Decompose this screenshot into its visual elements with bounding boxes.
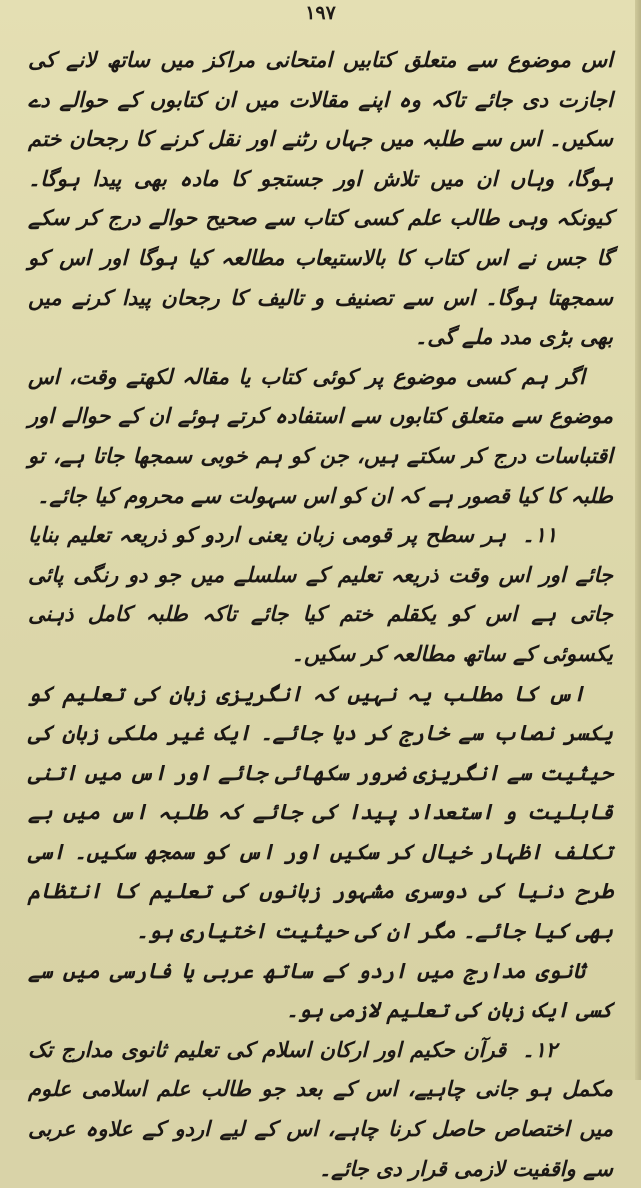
paragraph-references [28,357,613,515]
paragraph-text: ثانوی مدارج میں اردو کے ساتھ عربی یا فارسی میں سے کسی ایک زبان کی تعلیم لازمی ہو۔ [28,957,613,1023]
paragraph-number: ۱۲۔ [522,1036,557,1062]
paragraph-text: قرآن حکیم اور ارکان اسلام کی تعلیم ثانوی مدارج تک مکمل ہو جانی چاہیے، اس کے بعد جو طالب علم اسلامی علوم میں اختصاص حاصل کرنا چاہے، اس کے لیے اردو کے علاوہ عربی سے واقفیت لازمی قرار دی جائے۔ [28,1036,613,1181]
paragraph-text: اس موضوع سے متعلق کتابیں امتحانی مراکز میں ساتھ لانے کی اجازت دی جائے تاکہ وہ اپنے مقالات میں ان کتابوں کے حوالے دے سکیں۔ اس سے طلبہ میں جہاں رٹنے اور نقل کرنے کا رجحان ختم ہوگا، وہاں ان میں تلاش اور جستجو کا مادہ بھی پیدا ہوگا۔ کیونکہ وہی طالب علم کسی کتاب سے صحیح حوالے درج کر سکے گا جس نے اس کتاب کا بالاستیعاب مطالعہ کیا ہوگا اور اس کو سمجھتا ہوگا۔ اس سے تصنیف و تالیف کا رجحان پیدا کرنے میں بھی بڑی مدد ملے گی۔ [28,47,613,350]
paragraph-english-language [28,674,613,951]
page-spine-edge [635,0,641,1080]
paragraph-text: اگر ہم کسی موضوع پر کوئی کتاب یا مقالہ لکھتے وقت، اس موضوع سے متعلق کتابوں سے استفادہ کرتے ہوئے ان کے حوالے اور اقتباسات درج کر سکتے ہیں، جن کو ہم خوبی سمجھا جاتا ہے، تو طلبہ کا کیا قصور ہے کہ ان کو اس سہولت سے محروم کیا جائے۔ [28,363,613,508]
paragraph-item-12 [28,1030,613,1188]
paragraph-text: ہر سطح پر قومی زبان یعنی اردو کو ذریعہ تعلیم بنایا جائے اور اس وقت ذریعہ تعلیم کے سلسلے میں جو دو رنگی پائی جاتی ہے اس کو یکقلم ختم کیا جائے تاکہ طلبہ کامل ذہنی یکسوئی کے ساتھ مطالعہ کر سکیں۔ [28,522,613,666]
paragraph-number: ۱۱۔ [522,522,557,548]
paragraph-secondary-languages [28,951,613,1030]
page-text-body [28,40,613,1188]
paragraph-exam-books [28,40,613,357]
paragraph-text: اس کا مطلب یہ نہیں کہ انگریزی زبان کی تعلیم کو یکسر نصاب سے خارج کر دیا جائے۔ ایک غیر ملکی زبان کی حیثیت سے انگریزی ضرور سکھائی جائے اور اس میں اتنی قابلیت و استعداد پیدا کی جائے کہ طلبہ اس میں بے تکلف اظہار خیال کر سکیں اور اس کو سمجھ سکیں۔ اسی طرح دنیا کی دوسری مشہور زبانوں کی تعلیم کا انتظام بھی کیا جائے۔ مگر ان کی حیثیت اختیاری ہو۔ [28,680,613,944]
page-number: ۱۹۷ [305,2,336,24]
paragraph-item-11 [28,515,613,673]
